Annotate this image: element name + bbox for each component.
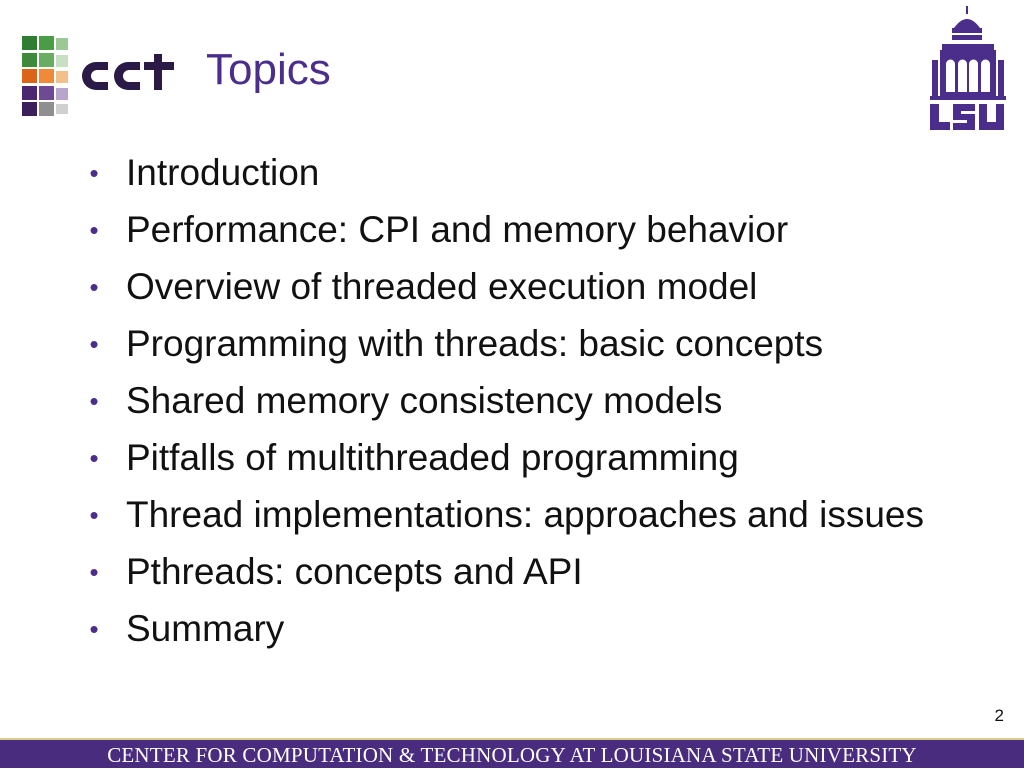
list-item — [84, 606, 964, 652]
cct-wordmark — [78, 54, 176, 98]
bullet-icon: • — [89, 443, 99, 473]
bullet-icon: • — [89, 500, 99, 530]
bullet-icon: • — [89, 557, 99, 587]
bullet-icon: • — [89, 158, 99, 188]
footer-bar — [0, 738, 1024, 768]
bullet-icon: • — [89, 329, 99, 359]
list-item-text: Pthreads: concepts and API — [126, 551, 583, 592]
cct-grid-mark — [22, 36, 74, 116]
list-item-text: Overview of threaded execution model — [126, 266, 758, 307]
list-item — [84, 264, 964, 310]
lsu-logo-icon — [928, 6, 1008, 130]
bullet-icon: • — [89, 614, 99, 644]
bullet-icon: • — [89, 386, 99, 416]
list-item-text: Performance: CPI and memory behavior — [126, 209, 789, 250]
list-item — [84, 207, 964, 253]
cct-logo-icon — [22, 36, 176, 116]
list-item-text: Pitfalls of multithreaded programming — [126, 437, 739, 478]
list-item — [84, 150, 964, 196]
list-item — [84, 549, 964, 595]
list-item-text: Shared memory consistency models — [126, 380, 723, 421]
list-item-text: Programming with threads: basic concepts — [126, 323, 824, 364]
page-number: 2 — [994, 706, 1004, 725]
topic-list — [84, 150, 964, 663]
list-item-text: Introduction — [126, 152, 320, 193]
list-item-text: Thread implementations: approaches and issues — [126, 494, 925, 535]
footer-text: CENTER FOR COMPUTATION & TECHNOLOGY AT LOUISIANA STATE UNIVERSITY — [107, 743, 917, 767]
bullet-icon: • — [89, 272, 99, 302]
slide-title: Topics — [206, 45, 331, 94]
bullet-icon: • — [89, 215, 99, 245]
list-item — [84, 378, 964, 424]
list-item — [84, 321, 964, 367]
list-item — [84, 435, 964, 481]
list-item-text: Summary — [126, 608, 285, 649]
list-item — [84, 492, 964, 538]
